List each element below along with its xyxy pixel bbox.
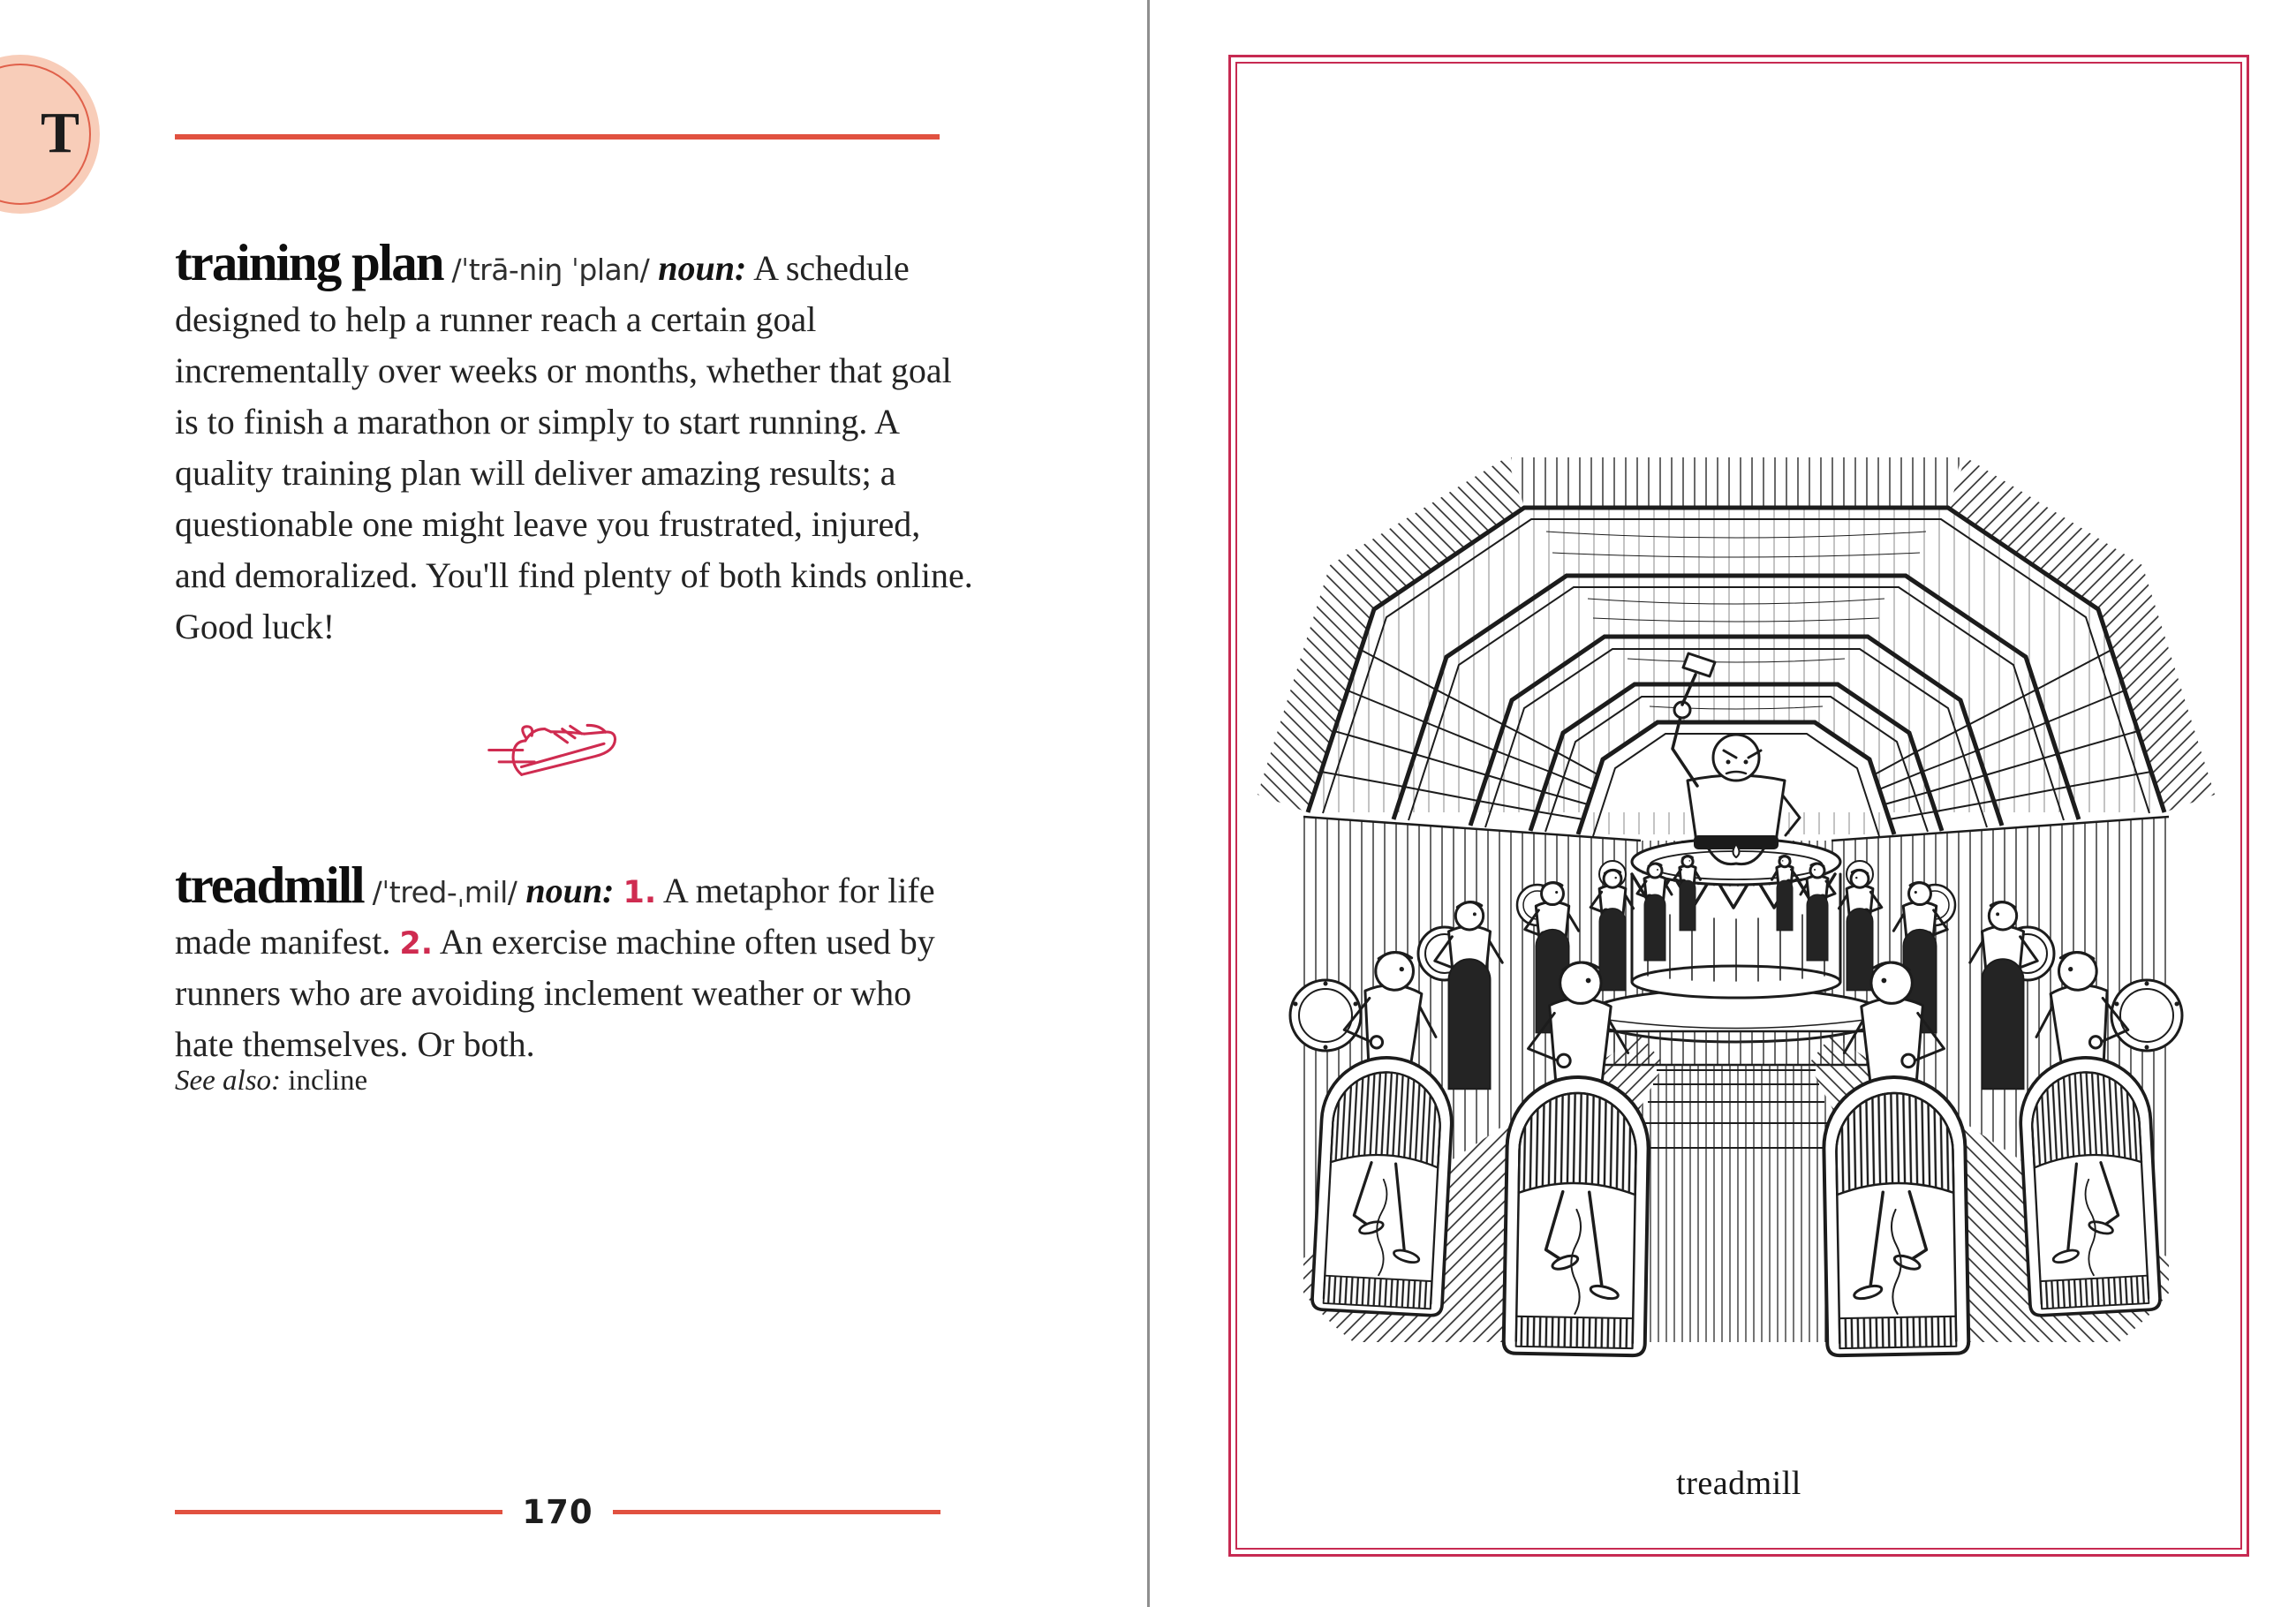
phonetic-training-plan: /ˈtrā-niŋ ˈplan/	[451, 253, 650, 287]
entry-top-rule	[175, 134, 940, 140]
running-shoe-icon	[484, 698, 627, 786]
treadmill-illustration	[1242, 318, 2231, 1369]
part-of-speech: noun:	[658, 248, 747, 288]
page-number: 170	[522, 1492, 593, 1531]
sense-2-text: An exercise machine often used by runners who are avoiding inclement weather or who hate themselves. Or both.	[175, 922, 935, 1064]
entry-training-plan	[175, 233, 977, 653]
sense-1-number: 1.	[623, 875, 657, 910]
illustration-caption: treadmill	[1676, 1465, 1801, 1502]
headword-treadmill: treadmill	[175, 856, 364, 914]
footer-rule-right	[613, 1510, 940, 1514]
sense-1-text: A metaphor for life made manifest.	[175, 871, 935, 962]
phonetic-treadmill: /ˈtred-ˌmil/	[372, 875, 517, 909]
see-also-term: incline	[288, 1065, 368, 1097]
section-tab-badge	[0, 55, 100, 214]
footer-rule-left	[175, 1510, 502, 1514]
page-gutter-divider	[1147, 0, 1150, 1607]
part-of-speech: noun:	[525, 871, 615, 910]
entry-treadmill	[175, 856, 977, 1070]
section-letter: T	[40, 101, 80, 166]
see-also-label: See also:	[175, 1065, 282, 1097]
definition-text: A schedule designed to help a runner reach a certain goal incrementally over weeks or months, whether that goal is to finish a marathon or simply to start running. A quality training plan will deliver amazing results; a questionable one might leave you frustrated, injured, and demoralized. You'll find plenty of both kinds online. Good luck!	[175, 248, 973, 646]
headword-training-plan: training plan	[175, 233, 443, 291]
see-also-line	[175, 1062, 977, 1099]
page-footer	[175, 1492, 940, 1531]
sense-2-number: 2.	[399, 926, 434, 962]
illustration-plate-frame	[1228, 55, 2249, 1557]
